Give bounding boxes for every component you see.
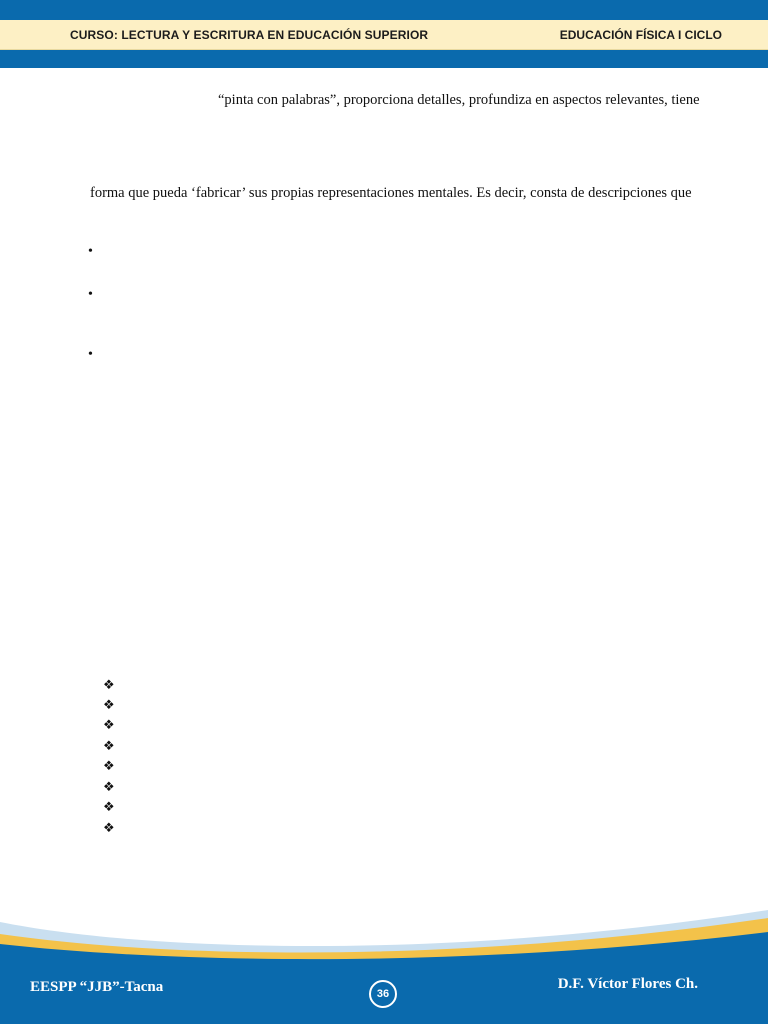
diamond-bullet: ❖ [103,820,115,835]
institution-name: EESPP “JJB”-Tacna [30,979,164,995]
diamond-bullet: ❖ [103,738,115,753]
diamond-bullet: ❖ [103,697,115,712]
page-number-badge [369,980,397,1008]
bullet-point: • [88,347,93,362]
header-bar [0,20,768,50]
program-title: EDUCACIÓN FÍSICA I CICLO [559,28,722,42]
author-name: D.F. Víctor Flores Ch. [557,976,698,992]
diamond-bullet: ❖ [103,677,115,692]
diamond-bullet: ❖ [103,799,115,814]
diamond-bullet: ❖ [103,758,115,773]
bullet-point: • [88,287,93,302]
bullet-point: • [88,244,93,259]
page-number: 36 [376,988,390,1000]
header-top-band [0,0,768,20]
header-bottom-band [0,50,768,68]
course-title: CURSO: LECTURA Y ESCRITURA EN EDUCACIÓN SUPERIOR [70,28,429,42]
body-text-line-1: “pinta con palabras”, proporciona detalles, profundiza en aspectos relevantes, tiene [218,92,700,108]
body-text-line-2: forma que pueda ‘fabricar’ sus propias representaciones mentales. Es decir, consta de descripciones que [90,185,692,201]
diamond-bullet: ❖ [103,717,115,732]
diamond-bullet: ❖ [103,779,115,794]
footer [0,900,768,1024]
